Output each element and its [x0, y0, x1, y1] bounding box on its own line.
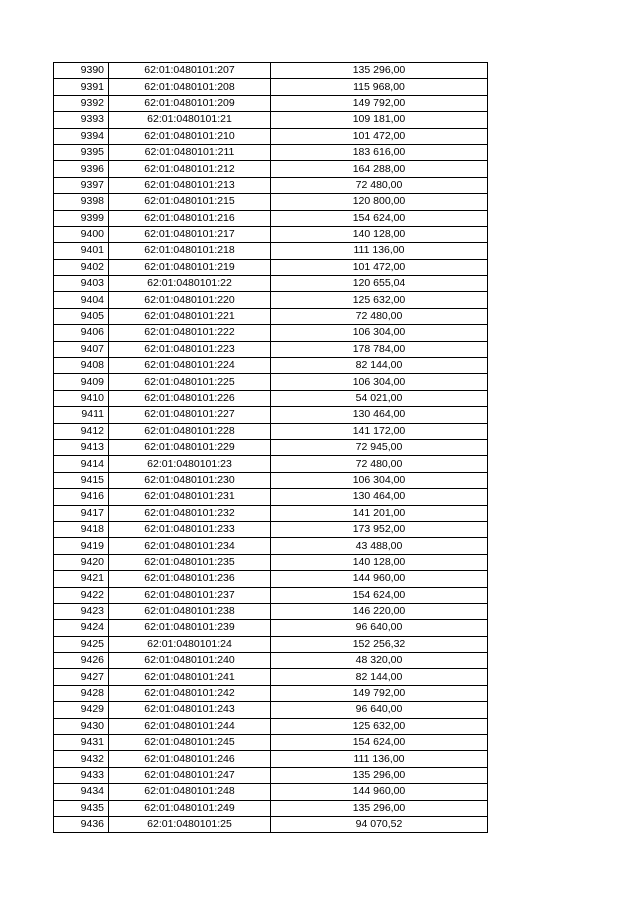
- table-row: [54, 521, 488, 537]
- cadastral-number-cell: 62:01:0480101:222: [109, 325, 271, 341]
- cadastral-value-cell: 154 624,00: [271, 587, 488, 603]
- cadastral-value-cell: 141 172,00: [271, 423, 488, 439]
- cadastral-value-cell: 120 800,00: [271, 194, 488, 210]
- row-number-cell: 9392: [54, 95, 109, 111]
- row-number-cell: 9396: [54, 161, 109, 177]
- cadastral-value-cell: 183 616,00: [271, 144, 488, 160]
- table-row: [54, 112, 488, 128]
- cadastral-value-cell: 96 640,00: [271, 620, 488, 636]
- cadastral-number-cell: 62:01:0480101:239: [109, 620, 271, 636]
- cadastral-number-cell: 62:01:0480101:219: [109, 259, 271, 275]
- cadastral-number-cell: 62:01:0480101:213: [109, 177, 271, 193]
- cadastral-number-cell: 62:01:0480101:243: [109, 702, 271, 718]
- cadastre-value-table: [53, 62, 488, 833]
- table-row: [54, 702, 488, 718]
- row-number-cell: 9421: [54, 571, 109, 587]
- row-number-cell: 9435: [54, 800, 109, 816]
- row-number-cell: 9397: [54, 177, 109, 193]
- row-number-cell: 9404: [54, 292, 109, 308]
- cadastral-number-cell: 62:01:0480101:229: [109, 439, 271, 455]
- row-number-cell: 9406: [54, 325, 109, 341]
- table-row: [54, 95, 488, 111]
- cadastral-number-cell: 62:01:0480101:223: [109, 341, 271, 357]
- row-number-cell: 9422: [54, 587, 109, 603]
- cadastral-value-cell: 135 296,00: [271, 767, 488, 783]
- cadastral-number-cell: 62:01:0480101:233: [109, 521, 271, 537]
- table-row: [54, 390, 488, 406]
- cadastral-number-cell: 62:01:0480101:216: [109, 210, 271, 226]
- row-number-cell: 9399: [54, 210, 109, 226]
- cadastral-value-cell: 101 472,00: [271, 259, 488, 275]
- table-row: [54, 735, 488, 751]
- table-row: [54, 374, 488, 390]
- cadastral-number-cell: 62:01:0480101:231: [109, 489, 271, 505]
- row-number-cell: 9416: [54, 489, 109, 505]
- table-row: [54, 620, 488, 636]
- cadastral-number-cell: 62:01:0480101:232: [109, 505, 271, 521]
- cadastral-number-cell: 62:01:0480101:207: [109, 63, 271, 79]
- table-row: [54, 308, 488, 324]
- cadastral-number-cell: 62:01:0480101:210: [109, 128, 271, 144]
- cadastral-value-cell: 140 128,00: [271, 226, 488, 242]
- cadastral-value-cell: 135 296,00: [271, 800, 488, 816]
- table-row: [54, 472, 488, 488]
- cadastral-value-cell: 115 968,00: [271, 79, 488, 95]
- cadastral-value-cell: 140 128,00: [271, 554, 488, 570]
- cadastral-number-cell: 62:01:0480101:234: [109, 538, 271, 554]
- cadastral-number-cell: 62:01:0480101:228: [109, 423, 271, 439]
- row-number-cell: 9408: [54, 358, 109, 374]
- row-number-cell: 9426: [54, 653, 109, 669]
- row-number-cell: 9432: [54, 751, 109, 767]
- cadastral-value-cell: 48 320,00: [271, 653, 488, 669]
- table-row: [54, 636, 488, 652]
- cadastral-number-cell: 62:01:0480101:226: [109, 390, 271, 406]
- cadastral-value-cell: 72 945,00: [271, 439, 488, 455]
- row-number-cell: 9409: [54, 374, 109, 390]
- row-number-cell: 9398: [54, 194, 109, 210]
- cadastral-number-cell: 62:01:0480101:225: [109, 374, 271, 390]
- table-row: [54, 226, 488, 242]
- cadastral-value-cell: 106 304,00: [271, 325, 488, 341]
- cadastral-value-cell: 130 464,00: [271, 407, 488, 423]
- cadastral-value-cell: 101 472,00: [271, 128, 488, 144]
- table-row: [54, 423, 488, 439]
- cadastral-number-cell: 62:01:0480101:230: [109, 472, 271, 488]
- cadastral-value-cell: 120 655,04: [271, 276, 488, 292]
- cadastral-number-cell: 62:01:0480101:246: [109, 751, 271, 767]
- cadastral-number-cell: 62:01:0480101:242: [109, 685, 271, 701]
- cadastral-number-cell: 62:01:0480101:209: [109, 95, 271, 111]
- cadastral-number-cell: 62:01:0480101:217: [109, 226, 271, 242]
- row-number-cell: 9405: [54, 308, 109, 324]
- cadastral-value-cell: 154 624,00: [271, 735, 488, 751]
- cadastral-number-cell: 62:01:0480101:212: [109, 161, 271, 177]
- cadastre-value-sheet: [53, 62, 487, 833]
- cadastral-value-cell: 152 256,32: [271, 636, 488, 652]
- cadastral-value-cell: 173 952,00: [271, 521, 488, 537]
- row-number-cell: 9412: [54, 423, 109, 439]
- table-row: [54, 571, 488, 587]
- cadastral-value-cell: 149 792,00: [271, 685, 488, 701]
- table-row: [54, 489, 488, 505]
- cadastral-value-cell: 130 464,00: [271, 489, 488, 505]
- row-number-cell: 9424: [54, 620, 109, 636]
- cadastral-value-cell: 72 480,00: [271, 456, 488, 472]
- table-row: [54, 669, 488, 685]
- table-row: [54, 243, 488, 259]
- table-row: [54, 751, 488, 767]
- row-number-cell: 9436: [54, 816, 109, 832]
- table-row: [54, 407, 488, 423]
- row-number-cell: 9414: [54, 456, 109, 472]
- cadastral-value-cell: 82 144,00: [271, 358, 488, 374]
- cadastral-number-cell: 62:01:0480101:247: [109, 767, 271, 783]
- cadastral-number-cell: 62:01:0480101:248: [109, 784, 271, 800]
- table-row: [54, 358, 488, 374]
- cadastral-value-cell: 146 220,00: [271, 603, 488, 619]
- cadastral-value-cell: 96 640,00: [271, 702, 488, 718]
- cadastral-value-cell: 135 296,00: [271, 63, 488, 79]
- row-number-cell: 9391: [54, 79, 109, 95]
- cadastral-number-cell: 62:01:0480101:227: [109, 407, 271, 423]
- row-number-cell: 9390: [54, 63, 109, 79]
- cadastral-value-cell: 82 144,00: [271, 669, 488, 685]
- cadastral-value-cell: 111 136,00: [271, 751, 488, 767]
- cadastral-value-cell: 144 960,00: [271, 784, 488, 800]
- cadastral-number-cell: 62:01:0480101:249: [109, 800, 271, 816]
- table-row: [54, 276, 488, 292]
- row-number-cell: 9428: [54, 685, 109, 701]
- row-number-cell: 9411: [54, 407, 109, 423]
- cadastral-number-cell: 62:01:0480101:241: [109, 669, 271, 685]
- table-row: [54, 79, 488, 95]
- cadastral-value-cell: 94 070,52: [271, 816, 488, 832]
- cadastral-number-cell: 62:01:0480101:24: [109, 636, 271, 652]
- row-number-cell: 9401: [54, 243, 109, 259]
- table-row: [54, 194, 488, 210]
- table-row: [54, 128, 488, 144]
- cadastral-value-cell: 109 181,00: [271, 112, 488, 128]
- table-row: [54, 161, 488, 177]
- cadastral-number-cell: 62:01:0480101:21: [109, 112, 271, 128]
- row-number-cell: 9415: [54, 472, 109, 488]
- cadastral-value-cell: 72 480,00: [271, 308, 488, 324]
- cadastral-number-cell: 62:01:0480101:23: [109, 456, 271, 472]
- table-row: [54, 144, 488, 160]
- cadastral-number-cell: 62:01:0480101:221: [109, 308, 271, 324]
- table-row: [54, 292, 488, 308]
- cadastral-value-cell: 164 288,00: [271, 161, 488, 177]
- cadastral-number-cell: 62:01:0480101:235: [109, 554, 271, 570]
- cadastral-number-cell: 62:01:0480101:237: [109, 587, 271, 603]
- table-row: [54, 587, 488, 603]
- cadastral-value-cell: 141 201,00: [271, 505, 488, 521]
- row-number-cell: 9394: [54, 128, 109, 144]
- row-number-cell: 9431: [54, 735, 109, 751]
- cadastral-value-cell: 106 304,00: [271, 374, 488, 390]
- table-row: [54, 538, 488, 554]
- cadastral-value-cell: 111 136,00: [271, 243, 488, 259]
- cadastral-number-cell: 62:01:0480101:224: [109, 358, 271, 374]
- row-number-cell: 9430: [54, 718, 109, 734]
- row-number-cell: 9403: [54, 276, 109, 292]
- cadastral-value-cell: 149 792,00: [271, 95, 488, 111]
- cadastral-number-cell: 62:01:0480101:245: [109, 735, 271, 751]
- cadastral-value-cell: 125 632,00: [271, 292, 488, 308]
- cadastral-value-cell: 178 784,00: [271, 341, 488, 357]
- table-row: [54, 653, 488, 669]
- row-number-cell: 9419: [54, 538, 109, 554]
- table-row: [54, 456, 488, 472]
- table-row: [54, 259, 488, 275]
- row-number-cell: 9395: [54, 144, 109, 160]
- cadastral-number-cell: 62:01:0480101:218: [109, 243, 271, 259]
- table-row: [54, 505, 488, 521]
- row-number-cell: 9402: [54, 259, 109, 275]
- cadastral-number-cell: 62:01:0480101:215: [109, 194, 271, 210]
- cadastral-number-cell: 62:01:0480101:236: [109, 571, 271, 587]
- table-row: [54, 685, 488, 701]
- cadastral-value-cell: 125 632,00: [271, 718, 488, 734]
- cadastral-number-cell: 62:01:0480101:22: [109, 276, 271, 292]
- cadastral-number-cell: 62:01:0480101:244: [109, 718, 271, 734]
- table-row: [54, 325, 488, 341]
- table-row: [54, 800, 488, 816]
- table-row: [54, 439, 488, 455]
- cadastral-number-cell: 62:01:0480101:220: [109, 292, 271, 308]
- row-number-cell: 9425: [54, 636, 109, 652]
- row-number-cell: 9407: [54, 341, 109, 357]
- table-row: [54, 210, 488, 226]
- cadastral-value-cell: 154 624,00: [271, 210, 488, 226]
- cadastral-number-cell: 62:01:0480101:208: [109, 79, 271, 95]
- cadastral-value-cell: 144 960,00: [271, 571, 488, 587]
- cadastral-value-cell: 72 480,00: [271, 177, 488, 193]
- row-number-cell: 9393: [54, 112, 109, 128]
- table-row: [54, 554, 488, 570]
- table-row: [54, 63, 488, 79]
- row-number-cell: 9418: [54, 521, 109, 537]
- table-body: [54, 63, 488, 833]
- table-row: [54, 784, 488, 800]
- table-row: [54, 341, 488, 357]
- cadastral-number-cell: 62:01:0480101:211: [109, 144, 271, 160]
- cadastral-number-cell: 62:01:0480101:238: [109, 603, 271, 619]
- table-row: [54, 177, 488, 193]
- row-number-cell: 9423: [54, 603, 109, 619]
- table-row: [54, 603, 488, 619]
- row-number-cell: 9434: [54, 784, 109, 800]
- row-number-cell: 9427: [54, 669, 109, 685]
- row-number-cell: 9429: [54, 702, 109, 718]
- table-row: [54, 816, 488, 832]
- row-number-cell: 9420: [54, 554, 109, 570]
- cadastral-value-cell: 54 021,00: [271, 390, 488, 406]
- row-number-cell: 9433: [54, 767, 109, 783]
- cadastral-value-cell: 43 488,00: [271, 538, 488, 554]
- cadastral-value-cell: 106 304,00: [271, 472, 488, 488]
- cadastral-number-cell: 62:01:0480101:240: [109, 653, 271, 669]
- table-row: [54, 767, 488, 783]
- row-number-cell: 9410: [54, 390, 109, 406]
- cadastral-number-cell: 62:01:0480101:25: [109, 816, 271, 832]
- row-number-cell: 9413: [54, 439, 109, 455]
- table-row: [54, 718, 488, 734]
- row-number-cell: 9400: [54, 226, 109, 242]
- row-number-cell: 9417: [54, 505, 109, 521]
